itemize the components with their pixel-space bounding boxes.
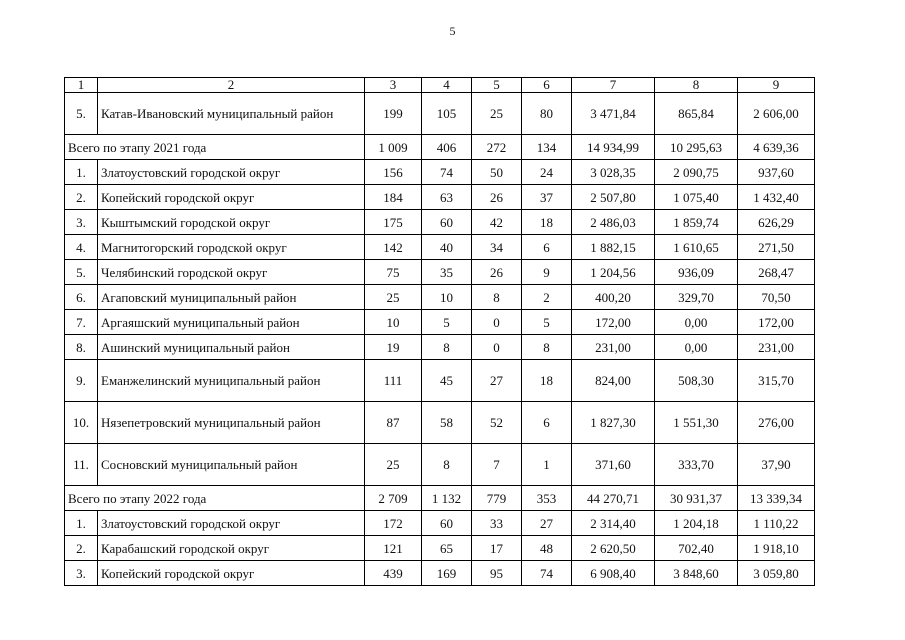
value-cell: 333,70 — [655, 444, 738, 486]
value-cell: 60 — [422, 210, 472, 235]
total-cell: 13 339,34 — [738, 486, 815, 511]
value-cell: 400,20 — [572, 285, 655, 310]
value-cell: 184 — [365, 185, 422, 210]
value-cell: 9 — [522, 260, 572, 285]
total-cell: 4 639,36 — [738, 135, 815, 160]
value-cell: 10 — [365, 310, 422, 335]
row-number: 9. — [65, 360, 98, 402]
table-row — [65, 285, 815, 310]
value-cell: 70,50 — [738, 285, 815, 310]
table-row — [65, 210, 815, 235]
value-cell: 25 — [365, 285, 422, 310]
row-number: 2. — [65, 536, 98, 561]
total-cell: 14 934,99 — [572, 135, 655, 160]
value-cell: 1 918,10 — [738, 536, 815, 561]
total-cell: 44 270,71 — [572, 486, 655, 511]
municipality-name: Челябинский городской округ — [98, 260, 365, 285]
total-cell: 134 — [522, 135, 572, 160]
total-cell: 272 — [472, 135, 522, 160]
value-cell: 1 551,30 — [655, 402, 738, 444]
value-cell: 1 432,40 — [738, 185, 815, 210]
value-cell: 34 — [472, 235, 522, 260]
value-cell: 199 — [365, 93, 422, 135]
value-cell: 27 — [522, 511, 572, 536]
column-number: 5 — [472, 78, 522, 93]
stage-total-row — [65, 135, 815, 160]
value-cell: 6 — [522, 402, 572, 444]
total-cell: 2 709 — [365, 486, 422, 511]
page-number: 5 — [449, 24, 456, 38]
value-cell: 5 — [522, 310, 572, 335]
stage-total-label: Всего по этапу 2021 года — [65, 135, 365, 160]
table-row — [65, 310, 815, 335]
value-cell: 121 — [365, 536, 422, 561]
value-cell: 169 — [422, 561, 472, 586]
value-cell: 1 — [522, 444, 572, 486]
value-cell: 26 — [472, 260, 522, 285]
row-number: 5. — [65, 93, 98, 135]
value-cell: 1 882,15 — [572, 235, 655, 260]
value-cell: 172 — [365, 511, 422, 536]
total-cell: 10 295,63 — [655, 135, 738, 160]
value-cell: 40 — [422, 235, 472, 260]
column-number: 4 — [422, 78, 472, 93]
value-cell: 105 — [422, 93, 472, 135]
column-number: 3 — [365, 78, 422, 93]
row-number: 4. — [65, 235, 98, 260]
value-cell: 0,00 — [655, 335, 738, 360]
table-row — [65, 185, 815, 210]
column-number: 1 — [65, 78, 98, 93]
value-cell: 865,84 — [655, 93, 738, 135]
value-cell: 271,50 — [738, 235, 815, 260]
municipality-name: Златоустовский городской округ — [98, 160, 365, 185]
value-cell: 3 059,80 — [738, 561, 815, 586]
total-cell: 1 132 — [422, 486, 472, 511]
table-row — [65, 260, 815, 285]
row-number: 5. — [65, 260, 98, 285]
value-cell: 8 — [472, 285, 522, 310]
municipality-name: Еманжелинский муниципальный район — [98, 360, 365, 402]
value-cell: 508,30 — [655, 360, 738, 402]
value-cell: 2 486,03 — [572, 210, 655, 235]
value-cell: 1 827,30 — [572, 402, 655, 444]
municipality-name: Кыштымский городской округ — [98, 210, 365, 235]
value-cell: 74 — [522, 561, 572, 586]
municipality-name: Сосновский муниципальный район — [98, 444, 365, 486]
table-row — [65, 536, 815, 561]
row-number: 1. — [65, 511, 98, 536]
table-row — [65, 360, 815, 402]
table-row — [65, 93, 815, 135]
value-cell: 50 — [472, 160, 522, 185]
value-cell: 1 075,40 — [655, 185, 738, 210]
value-cell: 95 — [472, 561, 522, 586]
value-cell: 63 — [422, 185, 472, 210]
value-cell: 25 — [365, 444, 422, 486]
stage-total-label: Всего по этапу 2022 года — [65, 486, 365, 511]
column-number: 2 — [98, 78, 365, 93]
value-cell: 17 — [472, 536, 522, 561]
value-cell: 2 — [522, 285, 572, 310]
municipality-name: Агаповский муниципальный район — [98, 285, 365, 310]
value-cell: 156 — [365, 160, 422, 185]
value-cell: 276,00 — [738, 402, 815, 444]
value-cell: 0,00 — [655, 310, 738, 335]
value-cell: 702,40 — [655, 536, 738, 561]
value-cell: 33 — [472, 511, 522, 536]
value-cell: 111 — [365, 360, 422, 402]
value-cell: 18 — [522, 210, 572, 235]
value-cell: 824,00 — [572, 360, 655, 402]
value-cell: 8 — [422, 335, 472, 360]
value-cell: 2 507,80 — [572, 185, 655, 210]
column-number: 8 — [655, 78, 738, 93]
table-row — [65, 402, 815, 444]
value-cell: 7 — [472, 444, 522, 486]
value-cell: 24 — [522, 160, 572, 185]
value-cell: 2 090,75 — [655, 160, 738, 185]
value-cell: 1 859,74 — [655, 210, 738, 235]
value-cell: 3 848,60 — [655, 561, 738, 586]
value-cell: 27 — [472, 360, 522, 402]
column-number: 7 — [572, 78, 655, 93]
row-number: 3. — [65, 561, 98, 586]
value-cell: 315,70 — [738, 360, 815, 402]
value-cell: 172,00 — [738, 310, 815, 335]
row-number: 11. — [65, 444, 98, 486]
value-cell: 52 — [472, 402, 522, 444]
program-table — [64, 77, 815, 586]
value-cell: 6 — [522, 235, 572, 260]
total-cell: 353 — [522, 486, 572, 511]
value-cell: 37 — [522, 185, 572, 210]
value-cell: 75 — [365, 260, 422, 285]
value-cell: 142 — [365, 235, 422, 260]
row-number: 6. — [65, 285, 98, 310]
value-cell: 8 — [522, 335, 572, 360]
value-cell: 0 — [472, 335, 522, 360]
municipality-name: Магнитогорский городской округ — [98, 235, 365, 260]
value-cell: 1 610,65 — [655, 235, 738, 260]
value-cell: 74 — [422, 160, 472, 185]
municipality-name: Карабашский городской округ — [98, 536, 365, 561]
value-cell: 58 — [422, 402, 472, 444]
value-cell: 172,00 — [572, 310, 655, 335]
value-cell: 2 314,40 — [572, 511, 655, 536]
total-cell: 1 009 — [365, 135, 422, 160]
row-number: 2. — [65, 185, 98, 210]
value-cell: 1 204,18 — [655, 511, 738, 536]
row-number: 8. — [65, 335, 98, 360]
table-row — [65, 160, 815, 185]
municipality-name: Катав-Ивановский муниципальный район — [98, 93, 365, 135]
value-cell: 439 — [365, 561, 422, 586]
total-cell: 779 — [472, 486, 522, 511]
table-body — [65, 78, 815, 586]
value-cell: 8 — [422, 444, 472, 486]
value-cell: 1 204,56 — [572, 260, 655, 285]
row-number: 7. — [65, 310, 98, 335]
value-cell: 35 — [422, 260, 472, 285]
table-row — [65, 511, 815, 536]
value-cell: 6 908,40 — [572, 561, 655, 586]
value-cell: 80 — [522, 93, 572, 135]
value-cell: 2 620,50 — [572, 536, 655, 561]
row-number: 1. — [65, 160, 98, 185]
value-cell: 18 — [522, 360, 572, 402]
total-cell: 30 931,37 — [655, 486, 738, 511]
table-row — [65, 235, 815, 260]
municipality-name: Копейский городской округ — [98, 561, 365, 586]
value-cell: 3 471,84 — [572, 93, 655, 135]
column-number: 9 — [738, 78, 815, 93]
value-cell: 0 — [472, 310, 522, 335]
value-cell: 371,60 — [572, 444, 655, 486]
municipality-name: Ашинский муниципальный район — [98, 335, 365, 360]
value-cell: 42 — [472, 210, 522, 235]
value-cell: 231,00 — [738, 335, 815, 360]
row-number: 10. — [65, 402, 98, 444]
table-row — [65, 561, 815, 586]
value-cell: 87 — [365, 402, 422, 444]
value-cell: 329,70 — [655, 285, 738, 310]
column-number: 6 — [522, 78, 572, 93]
value-cell: 5 — [422, 310, 472, 335]
value-cell: 626,29 — [738, 210, 815, 235]
value-cell: 65 — [422, 536, 472, 561]
value-cell: 1 110,22 — [738, 511, 815, 536]
value-cell: 231,00 — [572, 335, 655, 360]
value-cell: 19 — [365, 335, 422, 360]
value-cell: 937,60 — [738, 160, 815, 185]
value-cell: 10 — [422, 285, 472, 310]
value-cell: 268,47 — [738, 260, 815, 285]
value-cell: 175 — [365, 210, 422, 235]
value-cell: 2 606,00 — [738, 93, 815, 135]
value-cell: 3 028,35 — [572, 160, 655, 185]
value-cell: 25 — [472, 93, 522, 135]
value-cell: 936,09 — [655, 260, 738, 285]
value-cell: 45 — [422, 360, 472, 402]
table-row — [65, 335, 815, 360]
value-cell: 60 — [422, 511, 472, 536]
municipality-name: Копейский городской округ — [98, 185, 365, 210]
table-row — [65, 444, 815, 486]
row-number: 3. — [65, 210, 98, 235]
value-cell: 37,90 — [738, 444, 815, 486]
municipality-name: Аргаяшский муниципальный район — [98, 310, 365, 335]
value-cell: 26 — [472, 185, 522, 210]
value-cell: 48 — [522, 536, 572, 561]
stage-total-row — [65, 486, 815, 511]
total-cell: 406 — [422, 135, 472, 160]
municipality-name: Златоустовский городской округ — [98, 511, 365, 536]
municipality-name: Нязепетровский муниципальный район — [98, 402, 365, 444]
column-number-row — [65, 78, 815, 93]
